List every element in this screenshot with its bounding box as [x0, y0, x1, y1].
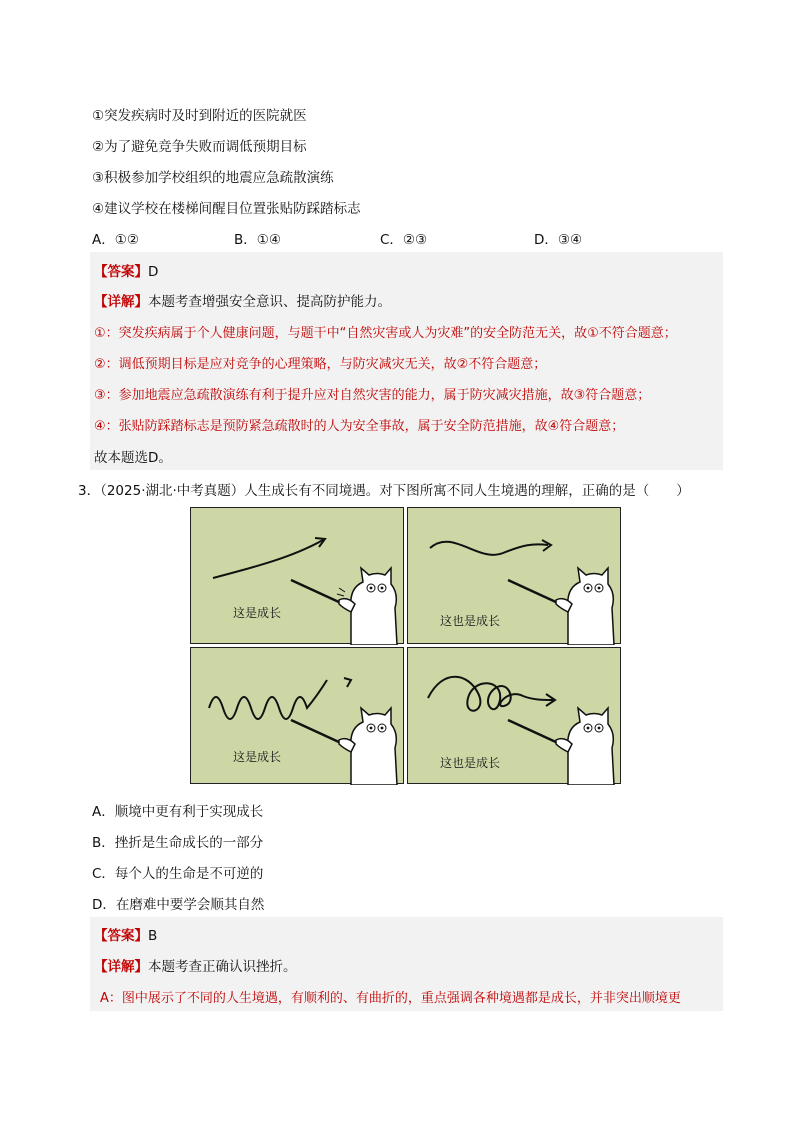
q2-detail-line-3: ③：参加地震应急疏散演练有利于提升应对自然灾害的能力，属于防灾减灾措施，故③符合题意；	[94, 388, 651, 403]
item-4: ④建议学校在楼梯间醒目位置张贴防踩踏标志	[92, 201, 361, 217]
q2-detail-intro	[94, 290, 391, 310]
comic-panel-3	[190, 647, 404, 784]
q2-answer-box	[90, 252, 723, 470]
q3-option-a: A．顺境中更有利于实现成长	[92, 804, 264, 820]
q3-detail-line: A：图中展示了不同的人生境遇，有顺利的、有曲折的，重点强调各种境遇都是成长，并非突出顺境更	[100, 991, 681, 1006]
q2-option-b: B．①④	[234, 232, 281, 248]
comic-panel-4	[407, 647, 621, 784]
item-2: ②为了避免竞争失败而调低预期目标	[92, 139, 307, 155]
q2-options	[92, 228, 712, 248]
comic-panel-2	[407, 507, 621, 644]
panel-4-caption: 这也是成长	[440, 756, 501, 770]
q2-conclusion: 故本题选D。	[94, 450, 172, 466]
item-1: ①突发疾病时及时到附近的医院就医	[92, 108, 307, 124]
comic-grid	[190, 507, 622, 785]
q2-answer	[94, 260, 158, 280]
answer-tag: 【答案】	[94, 928, 148, 944]
q2-option-d: D．③④	[534, 232, 583, 248]
q3-option-d: D．在磨难中要学会顺其自然	[92, 897, 265, 913]
answer-tag: 【答案】	[94, 264, 148, 280]
comic-panel-1	[190, 507, 404, 644]
q3-answer	[94, 924, 157, 944]
q3-detail-intro	[94, 955, 297, 975]
q2-detail-line-4: ④：张贴防踩踏标志是预防紧急疏散时的人为安全事故，属于安全防范措施，故④符合题意；	[94, 419, 625, 434]
panel-2-caption: 这也是成长	[440, 614, 501, 628]
answer-value: B	[148, 928, 158, 944]
q3-stem: 3．（2025·湖北·中考真题）人生成长有不同境遇。对下图所寓不同人生境遇的理解，正确的是（ ）	[78, 483, 690, 499]
detail-tag: 【详解】	[94, 294, 148, 310]
q2-option-c: C．②③	[380, 232, 428, 248]
detail-tag: 【详解】	[94, 959, 148, 975]
detail-intro: 本题考查增强安全意识、提高防护能力。	[148, 294, 391, 310]
panel-3-caption: 这是成长	[233, 750, 282, 764]
item-3: ③积极参加学校组织的地震应急疏散演练	[92, 170, 334, 186]
q2-detail-line-1: ①：突发疾病属于个人健康问题，与题干中“自然灾害或人为灾难”的安全防范无关，故①不符合题意；	[94, 326, 677, 341]
q3-answer-box	[90, 917, 723, 1011]
panel-1-caption: 这是成长	[233, 606, 282, 620]
detail-intro: 本题考查正确认识挫折。	[148, 959, 297, 975]
q3-option-c: C．每个人的生命是不可逆的	[92, 866, 264, 882]
answer-value: D	[148, 264, 159, 280]
q2-option-a: A．①②	[92, 232, 139, 248]
q2-detail-line-2: ②：调低预期目标是应对竞争的心理策略，与防灾减灾无关，故②不符合题意；	[94, 357, 547, 372]
q3-option-b: B．挫折是生命成长的一部分	[92, 835, 264, 851]
